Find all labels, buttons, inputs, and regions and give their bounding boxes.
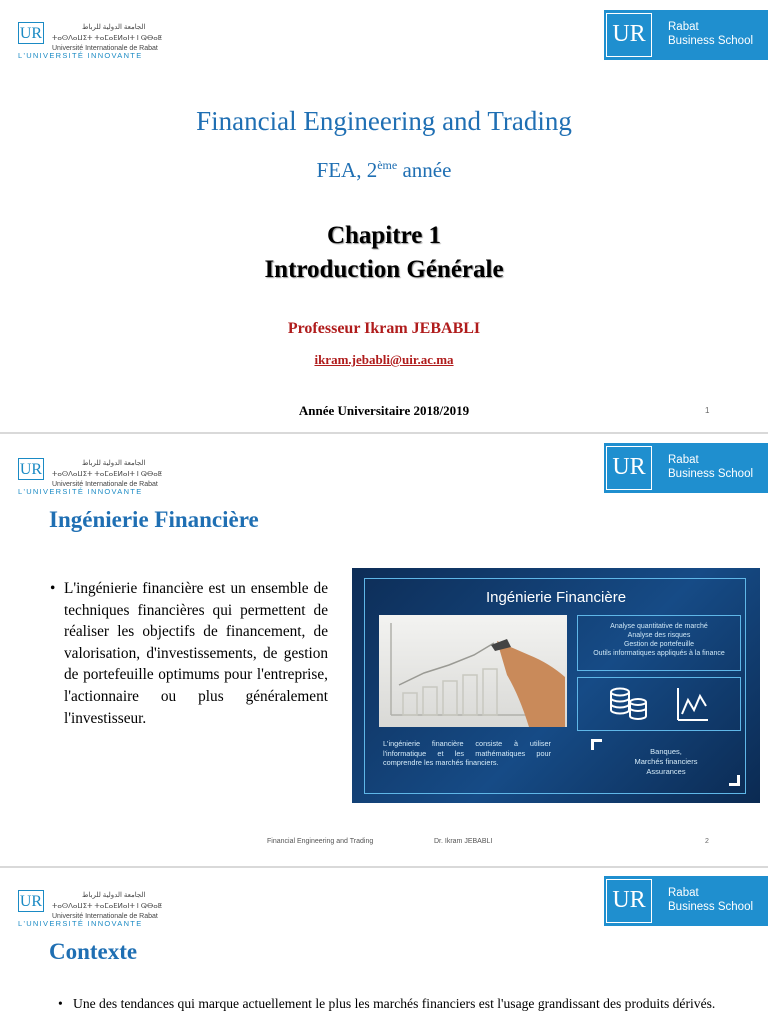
uir-tifinagh-name: ⵜⴰⵙⴷⴰⵡⵉⵜ ⵜⴰⵎⴰⴹⵍⴰⵏⵜ ⵏ ⵕⴱⴰⵟ bbox=[52, 471, 163, 478]
slide-heading: Ingénierie Financière bbox=[49, 507, 259, 532]
rbs-logo-mark: UR bbox=[606, 879, 652, 923]
bullet-icon: • bbox=[58, 996, 63, 1011]
uir-tagline: L'UNIVERSITÉ INNOVANTE bbox=[18, 487, 143, 496]
bullet-text: L'ingénierie financière est un ensemble de techniques financières qui permettent de réaliser les objectifs de financement, de valorisation, d'investissements, de gestion de portefeuille optimums pour l'entreprise, l'actionnaire ou plus généralement l'investisseur. bbox=[64, 580, 328, 727]
banks-list bbox=[601, 747, 731, 777]
rbs-logo-mark: UR bbox=[606, 446, 652, 490]
analysis-item: Outils informatiques appliqués à la finance bbox=[593, 650, 725, 657]
uir-tagline: L'UNIVERSITÉ INNOVANTE bbox=[18, 919, 143, 928]
professor-name: Professeur Ikram JEBABLI bbox=[287, 320, 481, 337]
illustration-image bbox=[352, 568, 760, 803]
analysis-item: Analyse des risques bbox=[627, 632, 691, 639]
banks-item: Marchés financiers bbox=[634, 757, 698, 766]
uir-logo-mark: UR bbox=[18, 22, 44, 44]
rbs-name-line2: Business School bbox=[668, 468, 754, 480]
uir-logo bbox=[18, 18, 168, 62]
hand-drawing-chart-photo bbox=[379, 615, 567, 727]
page-number: 1 bbox=[705, 406, 710, 415]
email-link[interactable]: ikram.jebabli@uir.ac.ma bbox=[314, 352, 454, 367]
footer-title: Financial Engineering and Trading bbox=[267, 838, 374, 845]
bullet-item bbox=[58, 994, 728, 1013]
uir-tagline: L'UNIVERSITÉ INNOVANTE bbox=[18, 51, 143, 60]
uir-logo bbox=[18, 454, 168, 498]
uir-logo-mark: UR bbox=[18, 458, 44, 480]
rbs-name-line2: Business School bbox=[668, 35, 754, 47]
bullet-item bbox=[50, 578, 328, 729]
course-subtitle: FEA, 2ème année bbox=[316, 158, 452, 182]
slide-1 bbox=[0, 0, 768, 432]
chapter-heading bbox=[0, 219, 768, 287]
rbs-name-line1: Rabat bbox=[668, 454, 699, 466]
banks-item: Assurances bbox=[646, 767, 686, 776]
uir-name: Université Internationale de Rabat bbox=[52, 913, 158, 920]
uir-name: Université Internationale de Rabat bbox=[52, 481, 158, 488]
footer-author: Dr. Ikram JEBABLI bbox=[434, 838, 493, 845]
chart-line-icon bbox=[678, 688, 708, 720]
illustration-title: Ingénierie Financière bbox=[485, 589, 627, 606]
icons-box bbox=[577, 677, 741, 731]
rbs-logo bbox=[604, 10, 768, 60]
analysis-list-box bbox=[577, 615, 741, 671]
analysis-item: Gestion de portefeuille bbox=[623, 641, 695, 648]
uir-name: Université Internationale de Rabat bbox=[52, 45, 158, 52]
academic-year: Année Universitaire 2018/2019 bbox=[298, 403, 470, 418]
banks-item: Banques, bbox=[650, 747, 682, 756]
bullet-icon: • bbox=[50, 580, 56, 597]
rbs-name-line2: Business School bbox=[668, 901, 754, 913]
bullet-text: Une des tendances qui marque actuellement le plus les marchés financiers est l'usage grandissant des produits dérivés. bbox=[73, 996, 716, 1011]
uir-arabic-name: الجامعة الدولية للرباط bbox=[82, 892, 146, 899]
uir-tifinagh-name: ⵜⴰⵙⴷⴰⵡⵉⵜ ⵜⴰⵎⴰⴹⵍⴰⵏⵜ ⵏ ⵕⴱⴰⵟ bbox=[52, 903, 163, 910]
page-number: 2 bbox=[705, 838, 709, 845]
course-title: Financial Engineering and Trading bbox=[196, 106, 572, 136]
rbs-logo-mark: UR bbox=[606, 13, 652, 57]
chapter-title: Introduction Générale bbox=[264, 256, 504, 283]
rbs-logo bbox=[604, 443, 768, 493]
rbs-logo bbox=[604, 876, 768, 926]
slide-heading: Contexte bbox=[49, 939, 138, 964]
coins-icon bbox=[578, 678, 742, 732]
illustration-paragraph: L'ingénierie financière consiste à utiliser l'informatique et les mathématiques pour comprendre les marchés financiers. bbox=[383, 739, 551, 767]
uir-logo bbox=[18, 886, 168, 930]
uir-tifinagh-name: ⵜⴰⵙⴷⴰⵡⵉⵜ ⵜⴰⵎⴰⴹⵍⴰⵏⵜ ⵏ ⵕⴱⴰⵟ bbox=[52, 35, 163, 42]
rbs-name-line1: Rabat bbox=[668, 21, 699, 33]
uir-arabic-name: الجامعة الدولية للرباط bbox=[82, 460, 146, 467]
uir-logo-mark: UR bbox=[18, 890, 44, 912]
analysis-item: Analyse quantitative de marché bbox=[610, 623, 708, 630]
rbs-name-line1: Rabat bbox=[668, 887, 699, 899]
chapter-number: Chapitre 1 bbox=[326, 222, 442, 249]
uir-arabic-name: الجامعة الدولية للرباط bbox=[82, 24, 146, 31]
